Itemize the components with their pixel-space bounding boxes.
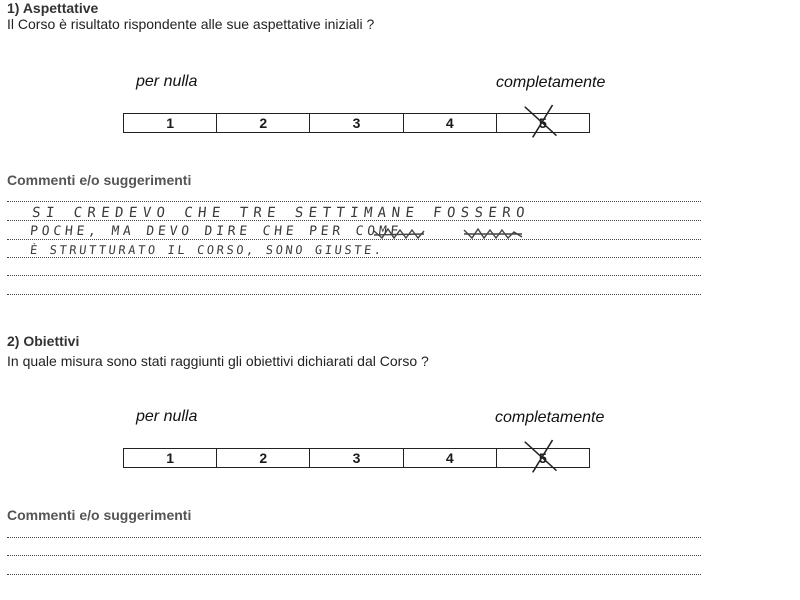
section1-rating-scale (123, 113, 590, 133)
section2-scale-high-label: completamente (495, 409, 605, 426)
section2-rating-5[interactable]: 5 (497, 449, 589, 467)
comment-line (7, 294, 701, 295)
section1-rating-4[interactable]: 4 (404, 114, 497, 132)
comment-line (7, 555, 701, 556)
comment-line (7, 257, 701, 258)
section2-comments-title: Commenti e/o suggerimenti (7, 507, 192, 523)
section1-title: 1) Aspettative (7, 0, 99, 16)
section1-scale-high-label: completamente (496, 74, 606, 91)
section1-rating-5[interactable]: 5 (497, 114, 589, 132)
comment-line (7, 574, 701, 575)
handwritten-comment-line-1: SI CREDEVO CHE TRE SETTIMANE FOSSERO (31, 205, 531, 221)
section2-question: In quale misura sono stati raggiunti gli obiettivi dichiarati dal Corso ? (7, 353, 429, 369)
section2-rating-scale (123, 448, 590, 468)
handwritten-comment-line-2: POCHE, MA DEVO DIRE CHE PER COME (29, 224, 403, 239)
section1-question: Il Corso è risultato rispondente alle sue aspettative iniziali ? (7, 16, 375, 32)
section1-rating-3[interactable]: 3 (310, 114, 403, 132)
scribble-out-mark (372, 226, 532, 242)
handwritten-comment-line-3: È STRUTTURATO IL CORSO, SONO GIUSTE. (29, 243, 385, 257)
section2-rating-1[interactable]: 1 (124, 449, 217, 467)
section1-scale-low-label: per nulla (136, 73, 198, 90)
section2-title: 2) Obiettivi (7, 333, 80, 349)
section2-rating-3[interactable]: 3 (310, 449, 403, 467)
section1-rating-2[interactable]: 2 (217, 114, 310, 132)
section2-rating-2[interactable]: 2 (217, 449, 310, 467)
comment-line (7, 275, 701, 276)
section2-scale-low-label: per nulla (136, 408, 198, 425)
comment-line (7, 537, 701, 538)
section1-rating-1[interactable]: 1 (124, 114, 217, 132)
comment-line (7, 201, 701, 202)
section1-comments-title: Commenti e/o suggerimenti (7, 172, 192, 188)
section2-rating-4[interactable]: 4 (404, 449, 497, 467)
comment-line (7, 239, 701, 240)
